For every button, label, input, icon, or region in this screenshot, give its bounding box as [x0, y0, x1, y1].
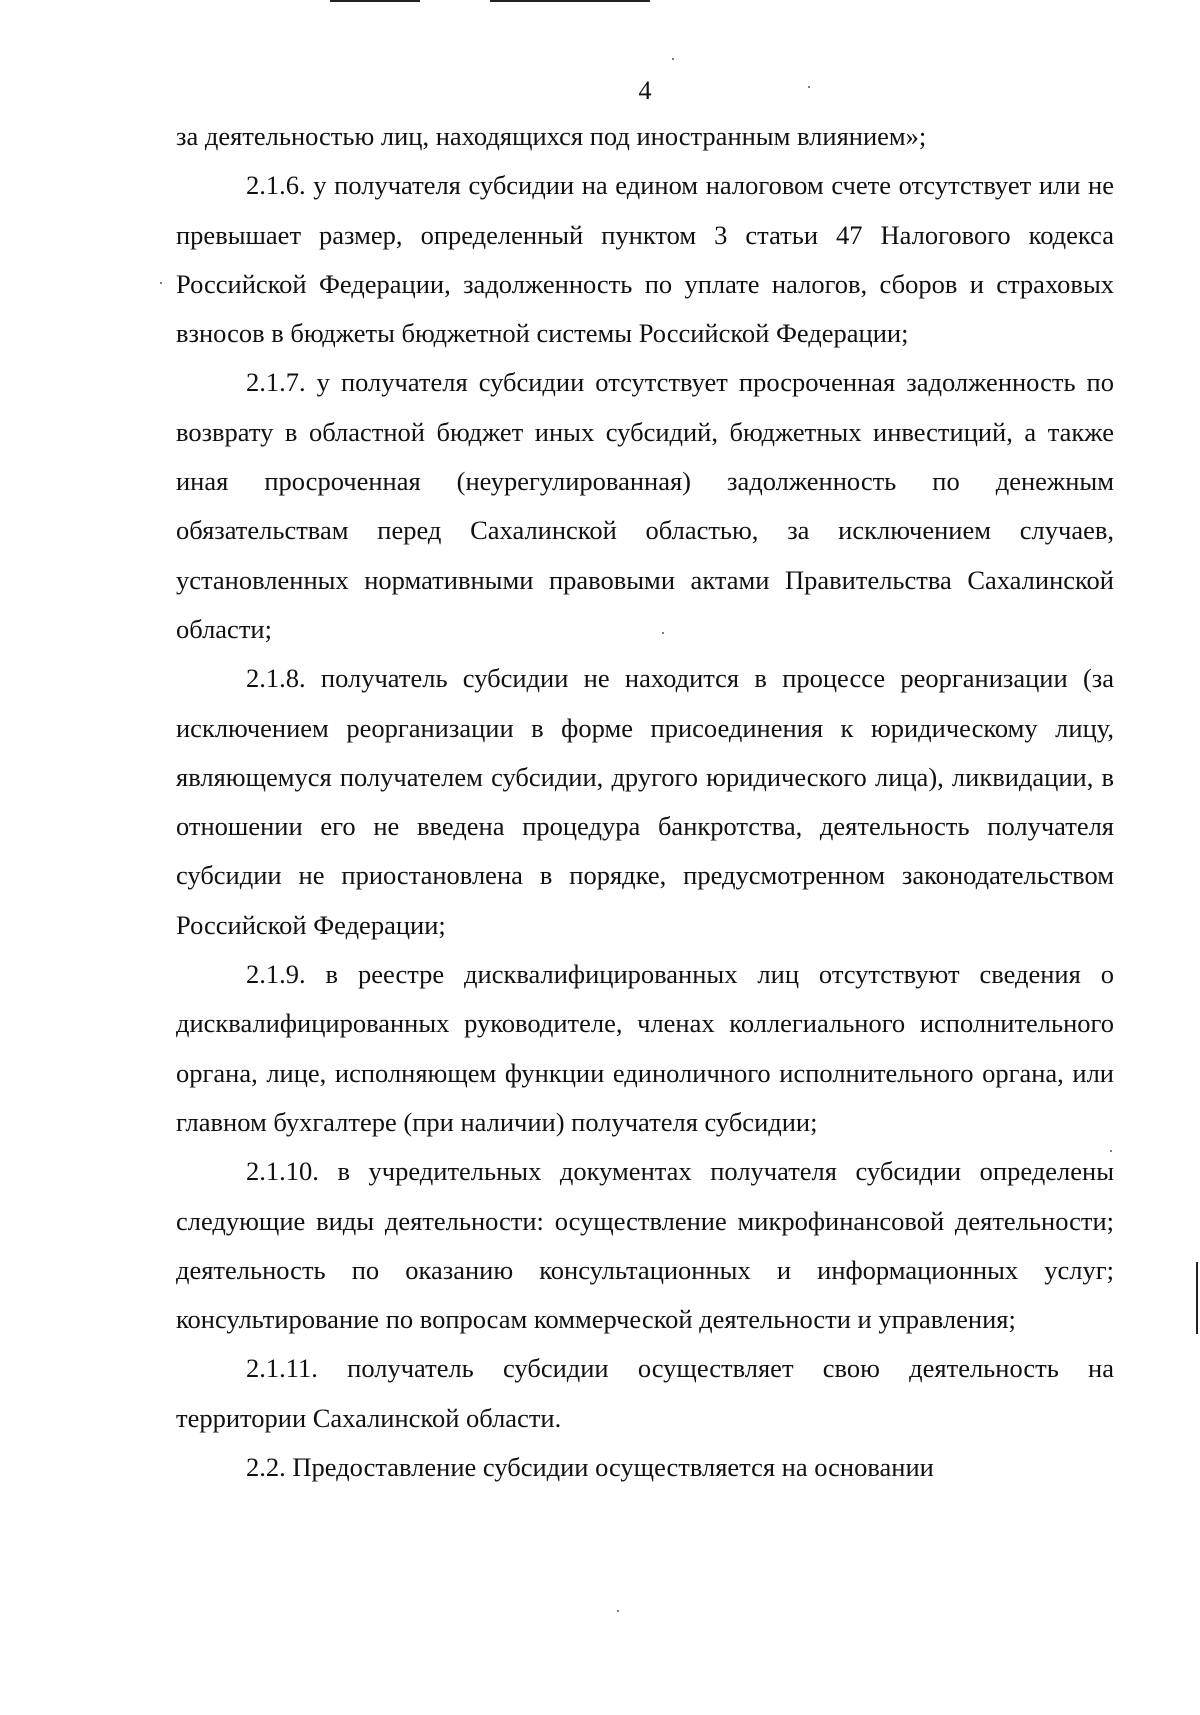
scan-speck	[672, 58, 674, 60]
paragraph-2-1-7: 2.1.7. у получателя субсидии отсутствует просроченная задолженность по возврату в областной бюджет иных субсидий, бюджетных инвестиций, а также иная просроченная (неурегулированная) задолженность по денежным обязательствам перед Сахалинской областью, за исключением случаев, установленных нормативными правовыми актами Правительства Сахалинской области;	[176, 367, 1114, 644]
paragraph-2-1-10: 2.1.10. в учредительных документах получателя субсидии определены следующие виды деятельности: осуществление микрофинансовой деятельности; деятельность по оказанию консультационных и информационных услуг; консультирование по вопросам коммерческой деятельности и управления;	[176, 1156, 1114, 1335]
paragraph-continuation: за деятельностью лиц, находящихся под иностранным влиянием»;	[176, 121, 927, 151]
scan-edge-mark-top	[490, 0, 650, 2]
paragraph-2-2: 2.2. Предоставление субсидии осуществляется на основании	[246, 1452, 934, 1483]
scan-speck	[617, 1610, 619, 1612]
paragraph-2-1-11: 2.1.11. получатель субсидии осуществляет свою деятельность на территории Сахалинской области.	[176, 1353, 1114, 1433]
paragraph-2-1-8: 2.1.8. получатель субсидии не находится в процессе реорганизации (за исключением реорганизации в форме присоединения к юридическому лицу, являющемуся получателем субсидии, другого юридического лица), ликвидации, в отношении его не введена процедура банкротства, деятельность получателя субсидии не приостановлена в порядке, предусмотренном законодательством Российской Федерации;	[176, 663, 1114, 940]
paragraph-2-1-9: 2.1.9. в реестре дисквалифицированных лиц отсутствуют сведения о дисквалифицированных руководителе, членах коллегиального исполнительного органа, лице, исполняющем функции единоличного исполнительного органа, или главном бухгалтере (при наличии) получателя субсидии;	[176, 959, 1114, 1137]
paragraph-2-1-6: 2.1.6. у получателя субсидии на едином налоговом счете отсутствует или не превышает размер, определенный пунктом 3 статьи 47 Налогового кодекса Российской Федерации, задолженность по уплате налогов, сборов и страховых взносов в бюджеты бюджетной системы Российской Федерации;	[176, 170, 1114, 349]
document-body	[176, 112, 1114, 1492]
scan-speck	[160, 282, 162, 284]
scan-edge-mark-right	[1196, 1262, 1198, 1334]
scan-edge-mark-top	[330, 0, 420, 2]
page-number: 4	[638, 76, 652, 105]
